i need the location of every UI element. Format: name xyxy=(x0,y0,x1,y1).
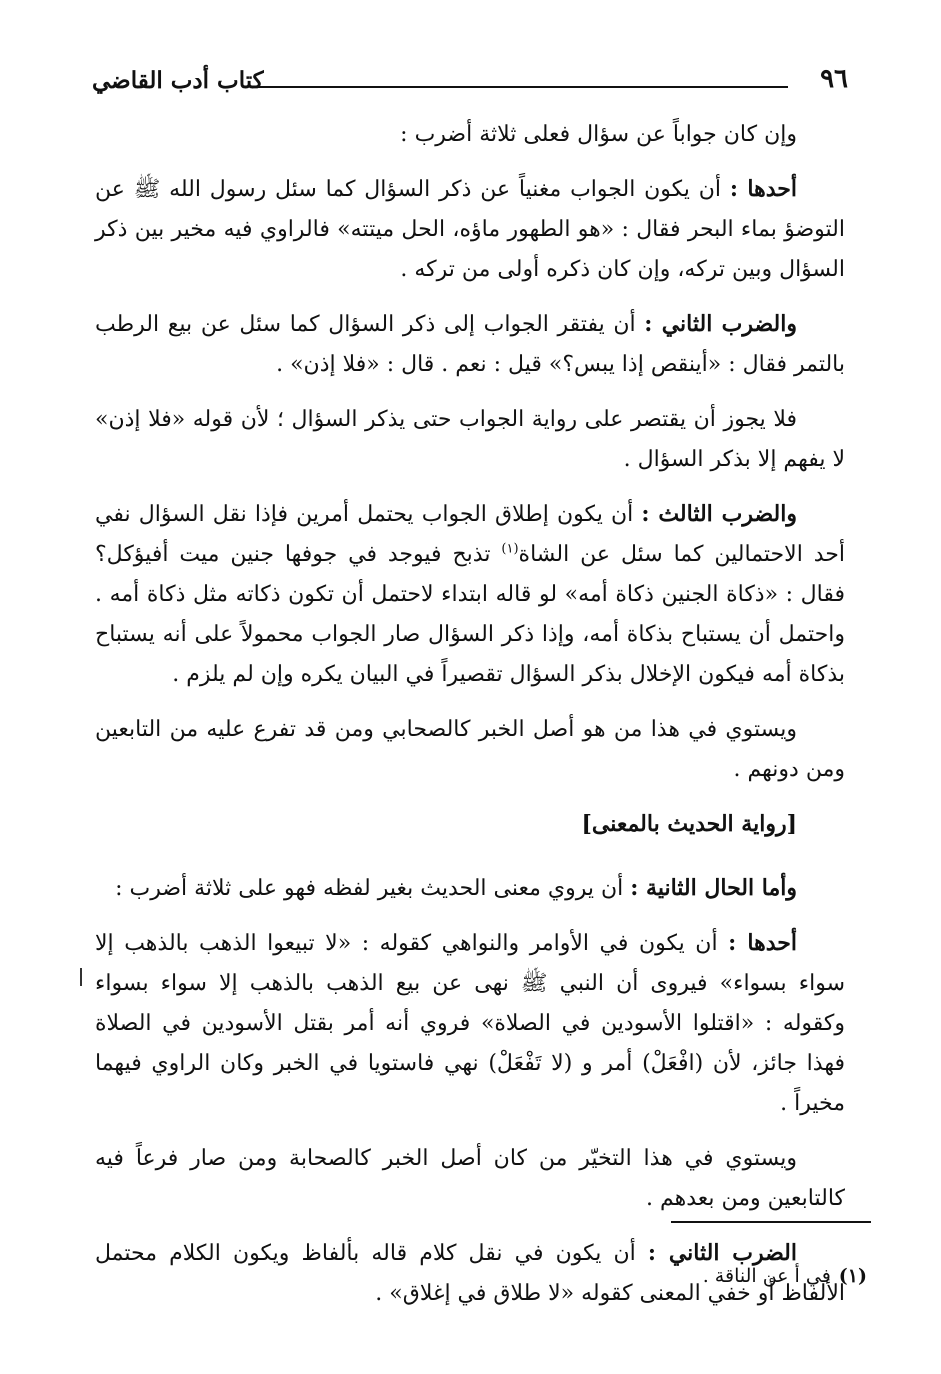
running-title: كتاب أدب القاضي xyxy=(92,67,264,94)
main-text xyxy=(95,114,845,1328)
page-header xyxy=(92,64,848,100)
paragraph-text: أن يكون في نقل كلام قاله بألفاظ ويكون الكلام محتمل الألفاظ أو خفي المعنى كقوله «لا طلاق في إغلاق» . xyxy=(95,1241,845,1306)
paragraph xyxy=(95,114,845,155)
paragraph-text: أن يروي معنى الحديث بغير لفظه فهو على ثلاثة أضرب : xyxy=(115,876,631,901)
paragraph-text: فلا يجوز أن يقتصر على رواية الجواب حتى يذكر السؤال ؛ لأن قوله «فلا إذن» لا يفهم إلا بذكر السؤال . xyxy=(95,407,845,472)
paragraph-text: أن يكون الجواب مغنياً عن ذكر السؤال كما سئل رسول الله ﷺ عن التوضؤ بماء البحر فقال : «هو الطهور ماؤه، الحل ميتته» فالراوي فيه مخير بين ذكر السؤال وبين تركه، وإن كان ذكره أولى من تركه . xyxy=(95,177,845,282)
paragraph-with-footnote xyxy=(95,494,845,695)
paragraph-lead: الضرب الثاني : xyxy=(647,1240,797,1266)
paragraph-lead: والضرب الثاني : xyxy=(644,311,797,337)
header-rule xyxy=(252,86,788,88)
paragraph-text: وإن كان جواباً عن سؤال فعلى ثلاثة أضرب : xyxy=(400,122,797,147)
paragraph-lead: أحدها : xyxy=(729,176,797,202)
footnote-marker: (١) xyxy=(501,541,519,557)
paragraph xyxy=(95,304,845,385)
paragraph-text: أن يكون في الأوامر والنواهي كقوله : «لا تبيعوا الذهب بالذهب إلا سواء بسواء» فيروى أن النبي ﷺ نهى عن بيع الذهب بالذهب إلا سواء بسواء وكقوله : «اقتلوا الأسودين في الصلاة» فروي أنه أمر بقتل الأسودين في الصلاة فهذا جائز، لأن (افْعَلْ) أمر و (لا تَفْعَلْ) نهي فاستويا في الخبر وكان الراوي فيهما مخيراً . xyxy=(95,931,845,1116)
paragraph-lead: أحدها : xyxy=(728,930,797,956)
paragraph-text: ويستوي في هذا التخيّر من كان أصل الخبر كالصحابة ومن صار فرعاً فيه كالتابعين ومن بعدهم . xyxy=(95,1146,845,1211)
paragraph xyxy=(95,1138,845,1219)
paragraph-text: أن يكون إطلاق الجواب يحتمل أمرين فإذا نقل السؤال نفي أحد الاحتمالين كما سئل عن الشاة xyxy=(95,502,846,567)
footnote xyxy=(703,1262,867,1290)
paragraph-text: أن يفتقر الجواب إلى ذكر السؤال كما سئل عن بيع الرطب بالتمر فقال : «أينقص إذا يبس؟» قيل : نعم . قال : «فلا إذن» . xyxy=(95,312,845,377)
footnote-number: (١) xyxy=(838,1265,867,1287)
paragraph xyxy=(95,169,845,290)
page-number: ٩٦ xyxy=(820,64,848,94)
paragraph xyxy=(95,923,845,1124)
paragraph xyxy=(95,868,845,909)
paragraph-text: ويستوي في هذا من هو أصل الخبر كالصحابي ومن قد تفرع عليه من التابعين ومن دونهم . xyxy=(95,717,845,782)
paragraph xyxy=(95,709,845,790)
paragraph-lead: وأما الحال الثانية : xyxy=(630,875,797,901)
footnote-text: في أ عن الناقة . xyxy=(702,1265,831,1287)
paragraph-lead: والضرب الثالث : xyxy=(641,501,797,527)
section-heading: [رواية الحديث بالمعنى] xyxy=(581,811,797,837)
margin-mark xyxy=(80,968,82,986)
paragraph-text: تذبح فيوجد في جوفها جنين ميت أفيؤكل؟ فقال : «ذكاة الجنين ذكاة أمه» لو قاله ابتداء لاحتمل أن تكون ذكاته مثل ذكاة أمه . واحتمل أن يستباح بذكاة أمه، وإذا ذكر السؤال صار الجواب محمولاً على أنه يستباح بذكاة أمه فيكون الإخلال بذكر السؤال تقصيراً في البيان يكره وإن لم يلزم . xyxy=(95,542,845,687)
footnote-separator xyxy=(671,1221,871,1223)
paragraph xyxy=(95,399,845,480)
